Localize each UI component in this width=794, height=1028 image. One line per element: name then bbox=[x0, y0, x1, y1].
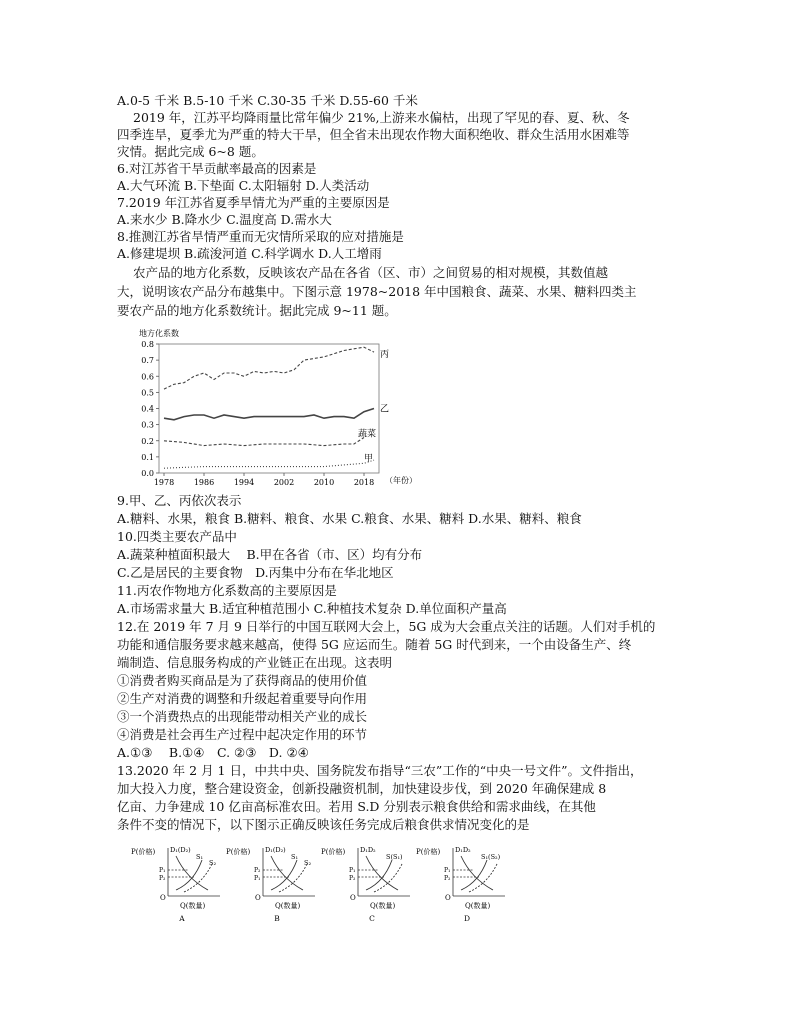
q10-options-1: A.蔬菜种植面积最大 B.甲在各省（市、区）均有分布 bbox=[117, 547, 423, 562]
graph-origin: O bbox=[350, 894, 356, 902]
series-label: 甲 bbox=[364, 454, 374, 465]
q8-options: A.修建堤坝 B.疏浚河道 C.科学调水 D.人工增雨 bbox=[117, 246, 382, 261]
q12-statement-2: ②生产对消费的调整和升级起着重要导向作用 bbox=[117, 691, 368, 706]
price-label-1: P₁ bbox=[444, 867, 451, 874]
q12-statement-3: ③一个消费热点的出现能带动相关产业的成长 bbox=[117, 709, 368, 724]
q12-line-3: 端制造、信息服务构成的产业链正在出现。这表明 bbox=[117, 655, 393, 670]
graph-supply-label: S(S₁) bbox=[386, 853, 403, 861]
y-tick-label: 0.1 bbox=[141, 452, 154, 462]
q11-options: A.市场需求量大 B.适宜种植范围小 C.种植技术复杂 D.单位面积产量高 bbox=[117, 601, 507, 616]
series-label: 蔬菜 bbox=[358, 429, 377, 440]
chart-frame bbox=[159, 344, 379, 473]
q6-options: A.大气环流 B.下垫面 C.太阳辐射 D.人类活动 bbox=[117, 178, 370, 193]
price-label-1: P₂ bbox=[254, 867, 261, 874]
series-label: 乙 bbox=[380, 404, 390, 415]
graph-y-label: P(价格) bbox=[321, 848, 346, 856]
q12-line-2: 功能和通信服务要求越来越高，使得 5G 应运而生。随着 5G 时代到来，一个由设备生产、终 bbox=[117, 637, 632, 652]
graph-origin: O bbox=[255, 894, 261, 902]
graph-x-label: Q(数量) bbox=[370, 902, 396, 910]
x-tick-label: 2010 bbox=[313, 478, 335, 487]
price-label-1: P₁ bbox=[349, 867, 356, 874]
q12-options: A.①③ B.①④ C. ②③ D. ②④ bbox=[117, 745, 309, 760]
price-label-1: P₁ bbox=[159, 867, 166, 874]
q13-line-2: 加大投入力度，整合建设资金，创新投融资机制，加快建设步伐，到 2020 年确保建成 8 bbox=[117, 781, 607, 796]
graph-caption: C bbox=[369, 914, 375, 922]
graph-A bbox=[131, 846, 220, 922]
price-label-2: P₂ bbox=[349, 875, 356, 882]
graph-origin: O bbox=[445, 894, 451, 902]
y-tick-label: 0.7 bbox=[141, 356, 154, 366]
q10-options-2: C.乙是居民的主要食物 D.丙集中分布在华北地区 bbox=[117, 565, 394, 580]
graph-origin: O bbox=[160, 894, 166, 902]
price-label-2: P₁ bbox=[254, 875, 261, 882]
q8-stem: 8.推测江苏省旱情严重而无灾情所采取的应对措施是 bbox=[117, 229, 404, 244]
passage-9-11-line-1: 农产品的地方化系数，反映该农产品在各省（区、市）之间贸易的相对规模，其数值越 bbox=[133, 265, 609, 280]
y-tick-label: 0.4 bbox=[141, 404, 154, 414]
graph-C bbox=[321, 846, 410, 922]
price-label-2: P₂ bbox=[444, 875, 451, 882]
graph-supply-label-2: S₂ bbox=[304, 859, 312, 867]
q13-line-4: 条件不变的情况下，以下图示正确反映该任务完成后粮食供求情况变化的是 bbox=[117, 817, 530, 832]
graph-caption: B bbox=[274, 914, 280, 922]
q13-line-3: 亿亩、力争建成 10 亿亩高标准农田。若用 S.D 分别表示粮食供给和需求曲线，在其他 bbox=[117, 799, 596, 814]
series-line-0 bbox=[164, 347, 374, 389]
x-tick-label: 1978 bbox=[153, 478, 175, 487]
passage-6-8-line-1: 2019 年，江苏平均降雨量比常年偏少 21%,上游来水偏枯，出现了罕见的春、夏、秋、冬 bbox=[133, 110, 630, 125]
chart-series bbox=[164, 347, 389, 468]
q9-stem: 9.甲、乙、丙依次表示 bbox=[117, 493, 242, 508]
q5-options: A.0-5 千米 B.5-10 千米 C.30-35 千米 D.55-60 千米 bbox=[117, 93, 418, 108]
series-label: 丙 bbox=[380, 350, 390, 361]
chart-ylabel: 地方化系数 bbox=[139, 329, 179, 338]
x-tick-label: 2018 bbox=[353, 478, 375, 487]
q10-stem: 10.四类主要农产品中 bbox=[117, 529, 237, 544]
x-tick-label: 2002 bbox=[273, 478, 295, 487]
q12-statement-4: ④消费是社会再生产过程中起决定作用的环节 bbox=[117, 727, 368, 742]
q9-options: A.糖料、水果，粮食 B.糖料、粮食、水果 C.粮食、水果、糖料 D.水果、糖料、粮食 bbox=[117, 511, 582, 526]
demand-curve bbox=[176, 856, 208, 890]
localization-coefficient-chart bbox=[117, 326, 417, 492]
series-line-1 bbox=[164, 409, 374, 420]
y-tick-label: 0.8 bbox=[141, 340, 154, 349]
y-tick-label: 0.3 bbox=[141, 420, 154, 430]
graph-supply-label: S₁ bbox=[291, 853, 299, 861]
graph-demand-label: D₁(D₂) bbox=[265, 846, 286, 854]
passage-6-8-line-3: 灾情。据此完成 6~8 题。 bbox=[117, 144, 264, 159]
q12-statement-1: ①消费者购买商品是为了获得商品的使用价值 bbox=[117, 673, 368, 688]
graph-D bbox=[416, 846, 505, 922]
price-label-2: P₂ bbox=[159, 875, 166, 882]
graph-x-label: Q(数量) bbox=[275, 902, 301, 910]
supply-demand-graphs bbox=[130, 838, 650, 922]
graph-demand-label: D₁(D₂) bbox=[170, 846, 191, 854]
y-tick-label: 0.0 bbox=[141, 469, 154, 478]
y-tick-label: 0.6 bbox=[141, 372, 154, 382]
graph-x-label: Q(数量) bbox=[180, 902, 206, 910]
demand-curve bbox=[366, 856, 398, 890]
chart-axes bbox=[141, 340, 379, 487]
graph-supply-label-2: S₂ bbox=[209, 859, 217, 867]
graph-supply-label: S₁(S₂) bbox=[481, 853, 501, 861]
graph-demand-label: D₁D₂ bbox=[455, 846, 471, 854]
graph-caption: A bbox=[179, 914, 185, 922]
graph-y-label: P(价格) bbox=[416, 848, 441, 856]
q12-line-1: 12.在 2019 年 7 月 9 日举行的中国互联网大会上，5G 成为大会重点关注的话题。人们对手机的 bbox=[117, 619, 656, 634]
y-tick-label: 0.2 bbox=[141, 436, 154, 446]
demand-curve bbox=[461, 856, 493, 890]
x-tick-label: 1986 bbox=[193, 478, 215, 487]
q13-line-1: 13.2020 年 2 月 1 日，中共中央、国务院发布指导“三农”工作的“中央一号文件”。文件指出， bbox=[117, 763, 643, 778]
passage-9-11-line-3: 要农产品的地方化系数统计。据此完成 9~11 题。 bbox=[117, 303, 397, 318]
graph-caption: D bbox=[463, 914, 471, 922]
graph-x-label: Q(数量) bbox=[465, 902, 491, 910]
passage-9-11-line-2: 大，说明该农产品分布越集中。下图示意 1978~2018 年中国粮食、蔬菜、水果、糖料四类主 bbox=[117, 284, 637, 299]
x-tick-label: 1994 bbox=[233, 478, 255, 487]
graph-y-label: P(价格) bbox=[131, 848, 156, 856]
graph-supply-label: S₁ bbox=[196, 853, 204, 861]
graph-y-label: P(价格) bbox=[226, 848, 251, 856]
q6-stem: 6.对江苏省干旱贡献率最高的因素是 bbox=[117, 161, 317, 176]
chart-xlabel: （年份） bbox=[385, 476, 417, 485]
q7-options: A.来水少 B.降水少 C.温度高 D.需水大 bbox=[117, 212, 332, 227]
series-line-3 bbox=[164, 460, 374, 468]
q11-stem: 11.丙农作物地方化系数高的主要原因是 bbox=[117, 583, 337, 598]
q7-stem: 7.2019 年江苏省夏季旱情尤为严重的主要原因是 bbox=[117, 195, 390, 210]
series-line-2 bbox=[164, 438, 364, 446]
graph-B bbox=[226, 846, 315, 922]
graph-demand-label: D₁D₂ bbox=[360, 846, 376, 854]
passage-6-8-line-2: 四季连旱，夏季尤为严重的特大干旱，但全省未出现农作物大面积绝收、群众生活用水困难等 bbox=[117, 127, 630, 142]
y-tick-label: 0.5 bbox=[141, 388, 154, 398]
demand-curve bbox=[271, 856, 303, 890]
